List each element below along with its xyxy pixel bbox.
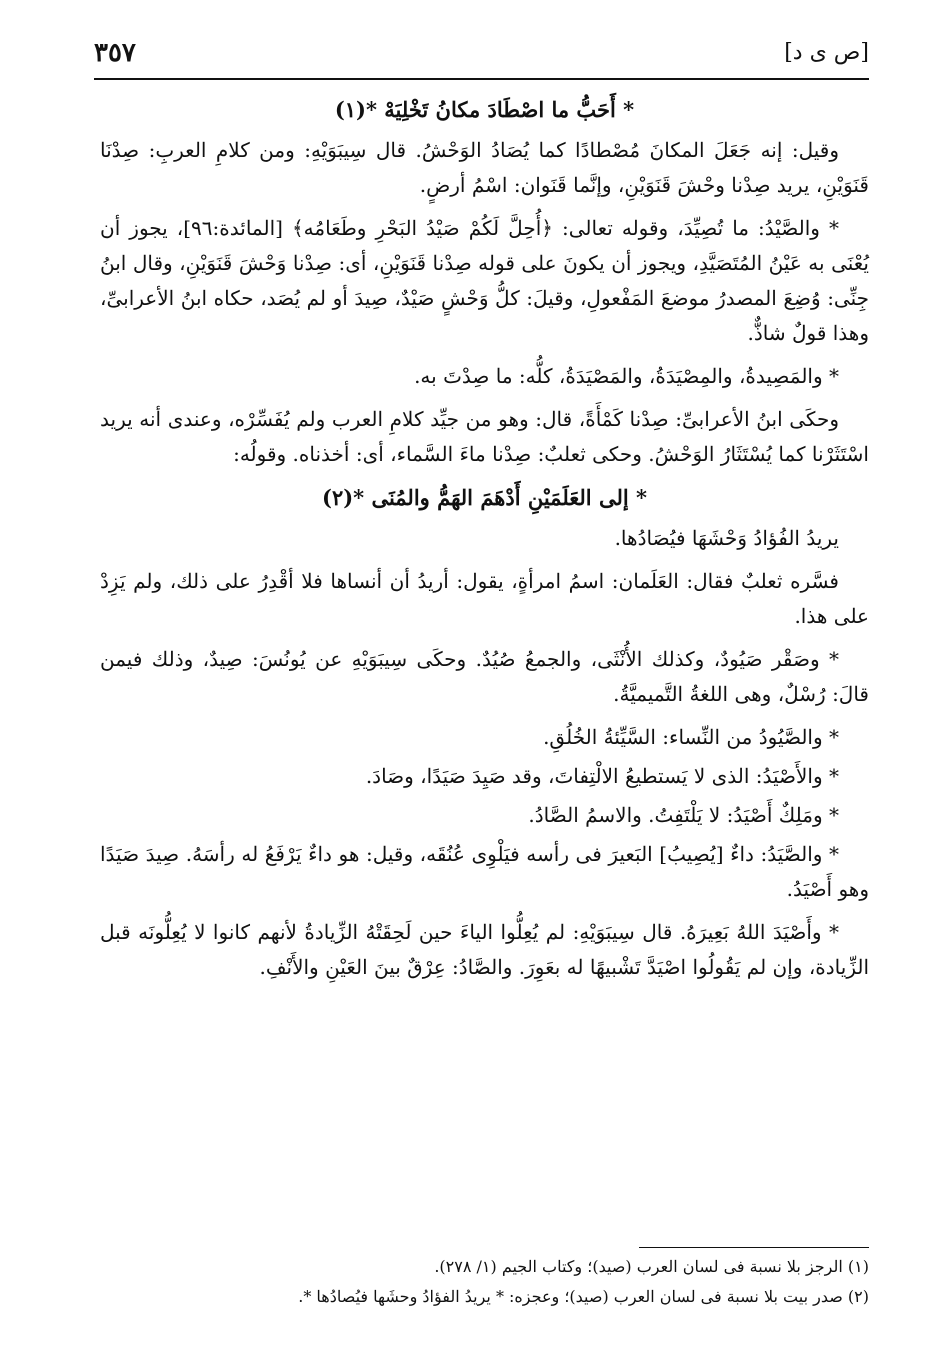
paragraph: * وصَقْر صَيُودٌ، وكذلك الأُنْثَى، والجمعُ صُيُدٌ. وحكَى سِيبَوَيْهِ عن يُونُسَ: صِيدٌ، وذلك فيمن قالَ: رُسْلٌ، وهى اللغةُ التَّميميَّةُ. bbox=[100, 647, 869, 706]
page-number: ٣٥٧ bbox=[94, 38, 136, 68]
paragraph: * والصَّيَدُ: داءٌ [يُصِيبُ] البَعيرَ فى رأسه فيَلْوِى عُنُقَه، وقيل: هو داءٌ يَرْفَعُ له رأسَهُ. صِيدَ صَيَدًا وهو أَصْيَدُ. bbox=[100, 842, 869, 901]
paragraph: * والمَصِيدةُ، والمِصْيَدَةُ، والمَصْيَدَةُ، كلُّه: ما صِدْتَ به. bbox=[414, 364, 839, 388]
footnotes bbox=[100, 1252, 869, 1312]
paragraph: وقيل: إنه جَعَلَ المكانَ مُصْطادًا كما يُصَادُ الوَحْشُ. قال سِيبَوَيْهِ: ومن كلامِ العربِ: صِدْنَا قَنَوَيْنِ، يريد صِدْنا وحْشَ قَنَوَيْنِ، وإنَّما قَنَوان: اسْمُ أرضٍ. bbox=[100, 138, 869, 197]
footnote-rule bbox=[639, 1247, 869, 1248]
paragraph: * والأَصْيَدُ: الذى لا يَستطيعُ الالْتِفاتَ، وقد صَيِدَ صَيَدًا، وصَادَ. bbox=[365, 764, 839, 788]
footnote: (١) الرجز بلا نسبة فى لسان العرب (صيد)؛ وكتاب الجيم (١/ ٢٧٨). bbox=[434, 1257, 869, 1276]
paragraph: * والصَّيْدُ: ما تُصِيِّدَ، وقوله تعالى: ﴿أُحِلَّ لَكُمْ صَيْدُ البَحْرِ وطَعَامُه﴾ [المائدة:٩٦]، يجوز أن يُعْنَى به عَيْنُ المُتَصَيَّدِ، ويجوز أن يكونَ على قوله صِدْنا قَنَوَيْنِ، أى: صِدْنا وَحْشَ قَنَوَيْنِ، وقال ابنُ جِنِّى: وُضِعَ المصدرُ موضعَ المَفْعولِ، وقيلَ: كلُّ وَحْشٍ صَيْدٌ، صِيدَ أو لم يُصَد، حكاه ابنُ الأعرابىِّ، وهذا قولٌ شاذٌّ. bbox=[100, 216, 869, 345]
header-rule bbox=[94, 78, 869, 80]
verse-line: * أَحَبُّ ما اصْطَادَ مكانُ تَخْلِيَهْ *(١) bbox=[334, 97, 635, 122]
paragraph: يريدُ الفُؤادُ وَحْشَهَا فيُصَادُها. bbox=[614, 526, 839, 550]
paragraph: فسَّره ثعلبٌ فقال: العَلَمان: اسمُ امرأةٍ، يقول: أريدُ أن أنساها فلا أقْدِرُ على ذلك، ولم يَزِدْ على هذا. bbox=[100, 569, 869, 628]
verse-line: * إلى العَلَمَيْنِ أَدْهَمَ الهَمُّ والمُنَى *(٢) bbox=[322, 485, 647, 510]
paragraph: وحكَى ابنُ الأعرابىِّ: صِدْنا كَمْأَةً، قال: وهو من جيِّد كلامِ العرب ولم يُفَسِّرْه، وعندى أنه يريد اسْتَثَرْنا كما يُسْتَثَارُ الوَحْشُ. وحكى ثعلبٌ: صِدْنا ماءَ السَّماء، أى: أخذناه. وقولُه: bbox=[100, 407, 869, 466]
paragraph: * والصَّيُودُ من النِّساء: السَّيِّئةُ الخُلُقِ. bbox=[543, 725, 839, 749]
footnote: (٢) صدر بيت بلا نسبة فى لسان العرب (صيد)؛ وعجزه: * يريدُ الفؤادُ وحشَها فيُصادُها *. bbox=[298, 1287, 869, 1306]
paragraph: * ومَلِكٌ أَصْيَدُ: لا يَلْتَفِتُ. والاسمُ الصَّادُ. bbox=[528, 803, 839, 827]
section-label: [ص ى د] bbox=[784, 40, 869, 65]
main-text bbox=[100, 92, 869, 993]
paragraph: * وأَصْيَدَ اللهُ بَعِيرَهُ. قال سِيبَوَيْهِ: لم يُعِلُّوا الياءَ حين لَحِقَتْهُ الزِّيادةُ لأنهم كانوا لا يُعِلُّونَه قبل الزِّيادة، وإن لم يَقُولُوا اصْيَدَّ تَشْبيهًا له بعَوِرَ. والصَّادُ: عِرْقٌ بينَ العَيْنِ والأَنْفِ. bbox=[100, 920, 869, 979]
running-header bbox=[94, 36, 869, 74]
